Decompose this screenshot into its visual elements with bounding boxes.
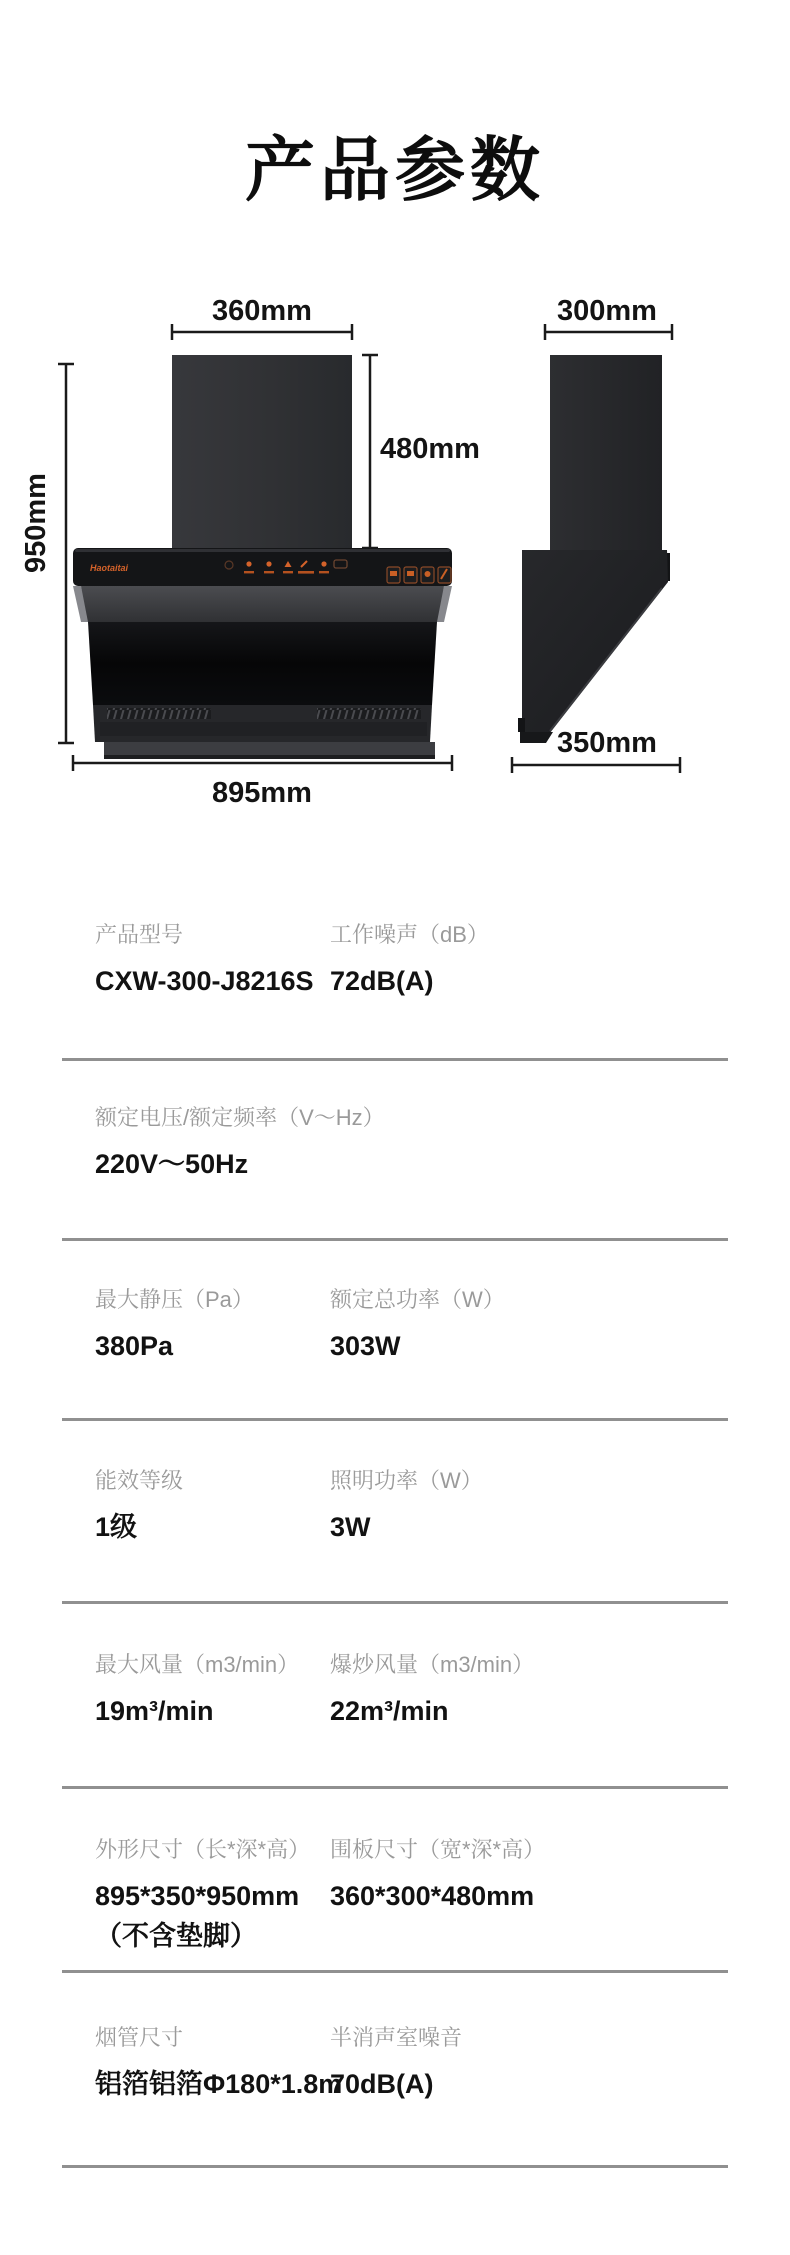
spec-cell-energy-rating — [95, 1466, 183, 1544]
spec-value: CXW-300-J8216S — [95, 966, 314, 996]
spec-cell-semi-anechoic-noise — [330, 2023, 462, 2101]
spec-cell-stirfry-airflow — [330, 1650, 534, 1728]
upper-curved-panel — [81, 586, 444, 622]
touch-bar-wide — [298, 571, 314, 574]
panel-top-highlight — [75, 549, 450, 552]
spec-cell-lighting-power — [330, 1466, 483, 1544]
spec-cell-model — [95, 920, 314, 998]
touch-bar — [244, 571, 254, 573]
row-divider — [62, 1418, 728, 1421]
spec-cell-overall-dimensions — [95, 1835, 310, 1953]
spec-cell-max-airflow — [95, 1650, 299, 1728]
touch-dot-icon — [246, 561, 251, 566]
spec-value: 220V～50Hz — [95, 1149, 249, 1179]
dim-label-front-bottom-width: 895mm — [212, 777, 312, 809]
row-divider — [62, 2165, 728, 2168]
spec-label: 照明功率（W） — [330, 1468, 483, 1493]
spec-cell-working-noise — [330, 920, 489, 998]
spec-value: 72dB(A) — [330, 966, 434, 996]
product-dimension-diagram — [0, 270, 790, 810]
touch-dot-icon — [321, 561, 326, 566]
dim-line-side-bottom — [512, 757, 680, 773]
row-divider — [62, 1238, 728, 1241]
spec-label: 最大风量（m3/min） — [95, 1652, 300, 1677]
spec-value: 3W — [330, 1512, 371, 1542]
front-view — [20, 295, 480, 809]
panel-button-glyph — [407, 571, 414, 576]
glass-panel — [88, 622, 437, 705]
spec-label: 半消声室噪音 — [330, 2025, 463, 2050]
page-title: 产品参数 — [245, 131, 545, 209]
base-bottom-edge — [104, 755, 435, 759]
dim-label-front-panel-height: 480mm — [380, 433, 480, 465]
spec-label: 围板尺寸（宽*深*高） — [330, 1837, 546, 1862]
dim-label-side-bottom-depth: 350mm — [557, 727, 657, 759]
brand-logo: Haotaitai — [90, 563, 129, 573]
dim-line-front-total-height — [58, 364, 74, 743]
row-divider — [62, 1786, 728, 1789]
spec-cell-voltage-frequency — [95, 1103, 385, 1181]
spec-value: 1级 — [95, 1512, 138, 1542]
panel-button-glyph — [390, 571, 397, 576]
spec-label: 工作噪声（dB） — [330, 922, 489, 947]
front-chimney-panel — [172, 355, 352, 551]
spec-label: 烟管尺寸 — [95, 2025, 184, 2050]
row-divider — [62, 1058, 728, 1061]
spec-value: 303W — [330, 1331, 401, 1361]
front-hood-body — [73, 548, 452, 759]
spec-cell-panel-dimensions — [330, 1835, 545, 1913]
side-hood-body — [518, 550, 670, 743]
side-base — [520, 732, 553, 743]
spec-value: 360*300*480mm — [330, 1881, 535, 1911]
spec-cell-max-static-pressure — [95, 1285, 254, 1363]
panel-button-glyph — [425, 571, 431, 577]
spec-label: 额定总功率（W） — [330, 1287, 505, 1312]
dim-line-front-panel-height — [362, 355, 378, 548]
spec-label: 能效等级 — [95, 1468, 184, 1493]
spec-value: 895*350*950mm — [95, 1881, 300, 1911]
spec-cell-rated-power — [330, 1285, 505, 1363]
side-wedge — [522, 550, 668, 738]
spec-value: 70dB(A) — [330, 2069, 434, 2099]
side-foot — [518, 718, 525, 732]
row-divider — [62, 1970, 728, 1973]
spec-value: 19m³/min — [95, 1696, 214, 1726]
dim-label-front-top-width: 360mm — [212, 295, 312, 327]
spec-label: 爆炒风量（m3/min） — [330, 1652, 535, 1677]
touch-dot-icon — [266, 561, 271, 566]
grille-strip-right — [317, 708, 421, 719]
touch-bar — [319, 571, 329, 573]
vent-inner-shadow — [100, 722, 427, 736]
spec-value: 380Pa — [95, 1331, 174, 1361]
spec-cell-duct-size — [95, 2023, 342, 2101]
spec-value: 22m³/min — [330, 1696, 449, 1726]
side-view — [512, 295, 680, 773]
grille-strip-left — [107, 708, 211, 719]
spec-label: 最大静压（Pa） — [95, 1287, 254, 1312]
dim-label-side-top-width: 300mm — [557, 295, 657, 327]
touch-bar — [283, 571, 293, 573]
side-chimney-panel — [550, 355, 662, 551]
dim-label-front-total-height: 950mm — [20, 473, 52, 573]
spec-value-note: （不含垫脚） — [95, 1921, 257, 1951]
row-divider — [62, 1601, 728, 1604]
spec-value: 铝箔铝箔Φ180*1.8m — [95, 2069, 343, 2099]
spec-label: 外形尺寸（长*深*高） — [95, 1837, 311, 1862]
spec-label: 产品型号 — [95, 922, 184, 947]
touch-bar — [264, 571, 274, 573]
spec-label: 额定电压/额定频率（V～Hz） — [95, 1105, 385, 1130]
